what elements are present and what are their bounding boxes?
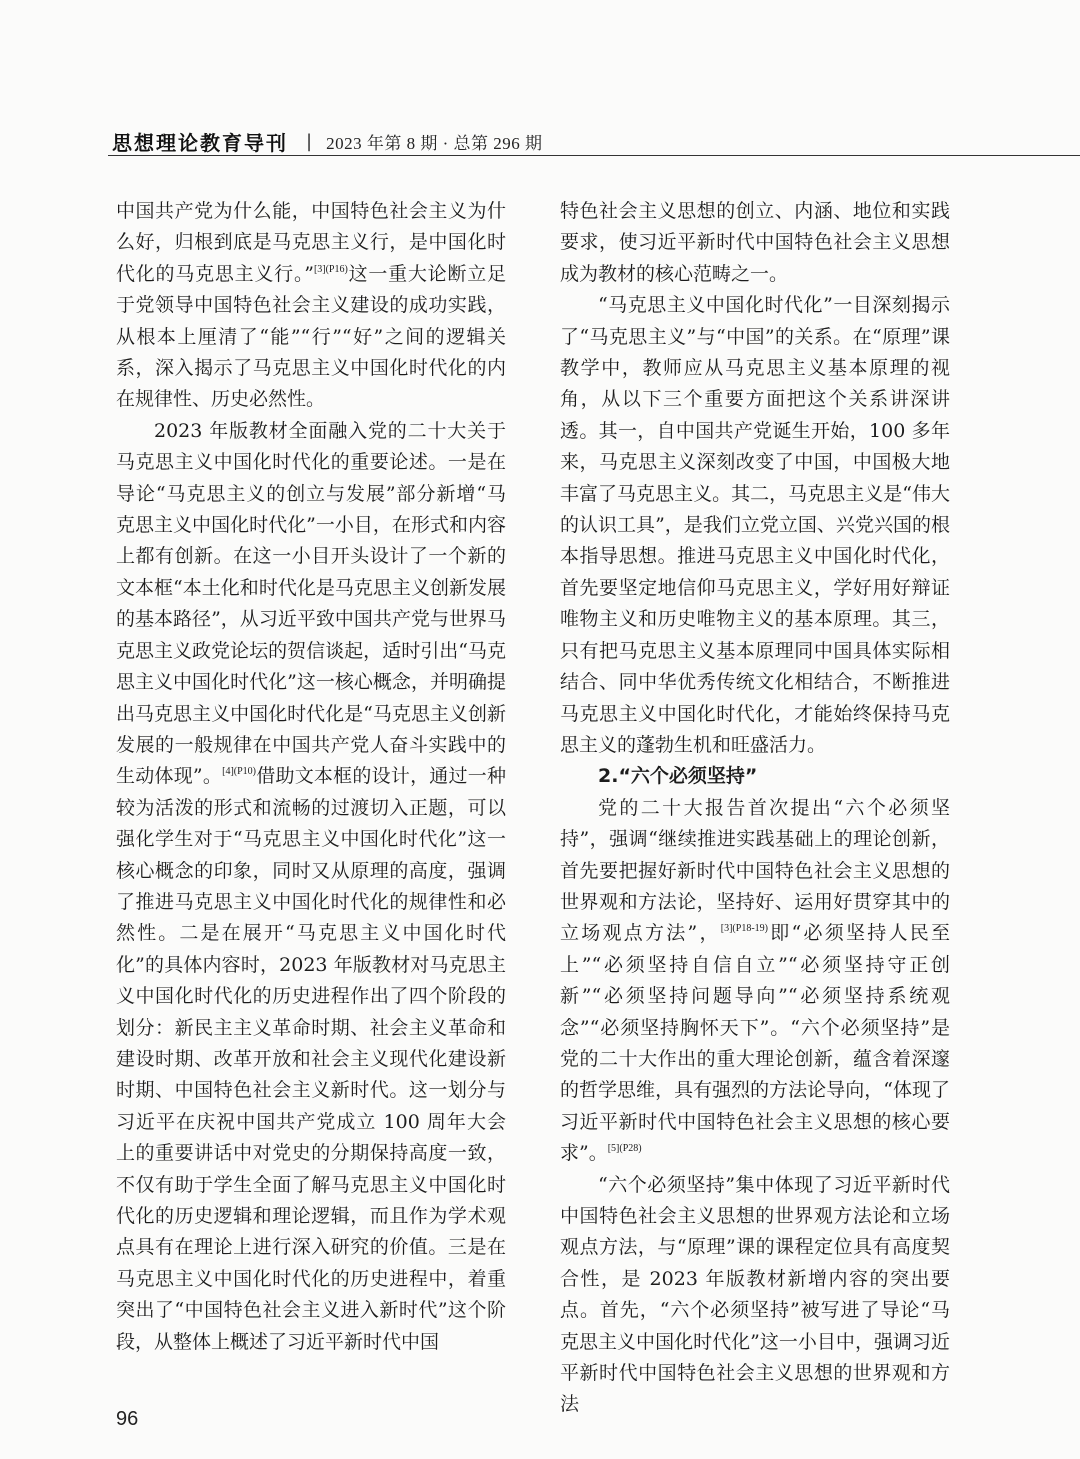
- left-p1-text-cont: 这一重大论断立足于党领导中国特色社会主义建设的成功实践，从根本上厘清了“能”“行”“好”之间的逻辑关系，深入揭示了马克思主义中国化时代化的内在规律性、历史必然性。: [116, 262, 506, 411]
- right-p3-text-cont: 即“必须坚持人民至上”“必须坚持自信自立”“必须坚持守正创新”“必须坚持问题导向”“必须坚持系统观念”“必须坚持胸怀天下”。“六个必须坚持”是党的二十大作出的重大理论创新，蕴含着深邃的哲学思维，具有强烈的方法论导向，“体现了习近平新时代中国特色社会主义思想的核心要求”。: [560, 922, 950, 1165]
- header-rule: [108, 155, 1080, 156]
- left-p2-text-cont: 借助文本框的设计，通过一种较为活泼的形式和流畅的过渡切入正题，可以强化学生对于“马克思主义中国化时代化”这一核心概念的印象，同时又从原理的高度，强调了推进马克思主义中国化时代化的规律性和必然性。二是在展开“马克思主义中国化时代化”的具体内容时，2023 年版教材对马克思主义中国化时代化的历史进程作出了四个阶段的划分：新民主主义革命时期、社会主义革命和建设时期、改革开放和社会主义现代化建设新时期、中国特色社会主义新时代。这一划分与习近平在庆祝中国共产党成立 100 周年大会上的重要讲话中对党史的分期保持高度一致，不仅有助于学生全面了解马克思主义中国化时代化的历史逻辑和理论逻辑，而且作为学术观点具有在理论上进行深入研究的价值。三是在马克思主义中国化时代化的历史进程中，着重突出了“中国特色社会主义进入新时代”这个阶段，从整体上概述了习近平新时代中国: [116, 765, 506, 1353]
- left-p2-text: 2023 年版教材全面融入党的二十大关于马克思主义中国化时代化的重要论述。一是在导论“马克思主义的创立与发展”部分新增“马克思主义中国化时代化”一小目，在形式和内容上都有创新。在这一小目开头设计了一个新的文本框“本土化和时代化是马克思主义创新发展的基本路径”，从习近平致中国共产党与世界马克思主义政党论坛的贺信谈起，适时引出“马克思主义中国化时代化”这一核心概念，并明确提出马克思主义中国化时代化是“马克思主义创新发展的一般规律在中国共产党人奋斗实践中的生动体现”。: [116, 419, 506, 788]
- left-paragraph-1: [116, 196, 506, 416]
- right-paragraph-2: “马克思主义中国化时代化”一目深刻揭示了“马克思主义”与“中国”的关系。在“原理”课教学中，教师应从马克思主义基本原理的视角，从以下三个重要方面把这个关系讲深讲透。其一，自中国共产党诞生开始，100 多年来，马克思主义深刻改变了中国，中国极大地丰富了马克思主义。其二，马克思主义是“伟大的认识工具”，是我们立党立国、兴党兴国的根本指导思想。推进马克思主义中国化时代化，首先要坚定地信仰马克思主义，学好用好辩证唯物主义和历史唯物主义的基本原理。其三，只有把马克思主义基本原理同中国具体实际相结合、同中华优秀传统文化相结合，不断推进马克思主义中国化时代化，才能始终保持马克思主义的蓬勃生机和旺盛活力。: [560, 294, 950, 756]
- right-paragraph-1: 特色社会主义思想的创立、内涵、地位和实践要求，使习近平新时代中国特色社会主义思想成为教材的核心范畴之一。: [560, 200, 950, 285]
- citation-3-p18: [3](P18-19): [720, 923, 768, 935]
- left-p1-text: 中国共产党为什么能，中国特色社会主义为什么好，归根到底是马克思主义行，是中国化时代化的马克思主义行。”: [116, 200, 506, 285]
- issue-info: 2023 年第 8 期 · 总第 296 期: [326, 133, 543, 153]
- right-paragraph-3: [560, 793, 950, 1170]
- citation-3: [3](P16): [313, 263, 348, 275]
- citation-5: [5](P28): [607, 1143, 642, 1155]
- right-p3-text: 党的二十大报告首次提出“六个必须坚持”，强调“继续推进实践基础上的理论创新，首先要把握好新时代中国特色社会主义思想的世界观和方法论，坚持好、运用好贯穿其中的立场观点方法”，: [560, 796, 950, 945]
- right-paragraph-4: “六个必须坚持”集中体现了习近平新时代中国特色社会主义思想的世界观方法论和立场观点方法，与“原理”课的课程定位具有高度契合性，是 2023 年版教材新增内容的突出要点。首先，“六个必须坚持”被写进了导论“马克思主义中国化时代化”这一小目中，强调习近平新时代中国特色社会主义思想的世界观和方法: [560, 1173, 950, 1416]
- header-separator: |: [306, 130, 313, 152]
- right-column: [560, 196, 950, 1421]
- running-header: [112, 128, 543, 154]
- citation-4: [4](P10): [222, 766, 256, 778]
- page-number: 96: [116, 1408, 139, 1430]
- section-heading: 2.“六个必须坚持”: [598, 765, 758, 788]
- left-paragraph-2: [116, 416, 506, 1358]
- left-column: [116, 196, 506, 1358]
- journal-title: 思想理论教育导刊: [112, 130, 288, 155]
